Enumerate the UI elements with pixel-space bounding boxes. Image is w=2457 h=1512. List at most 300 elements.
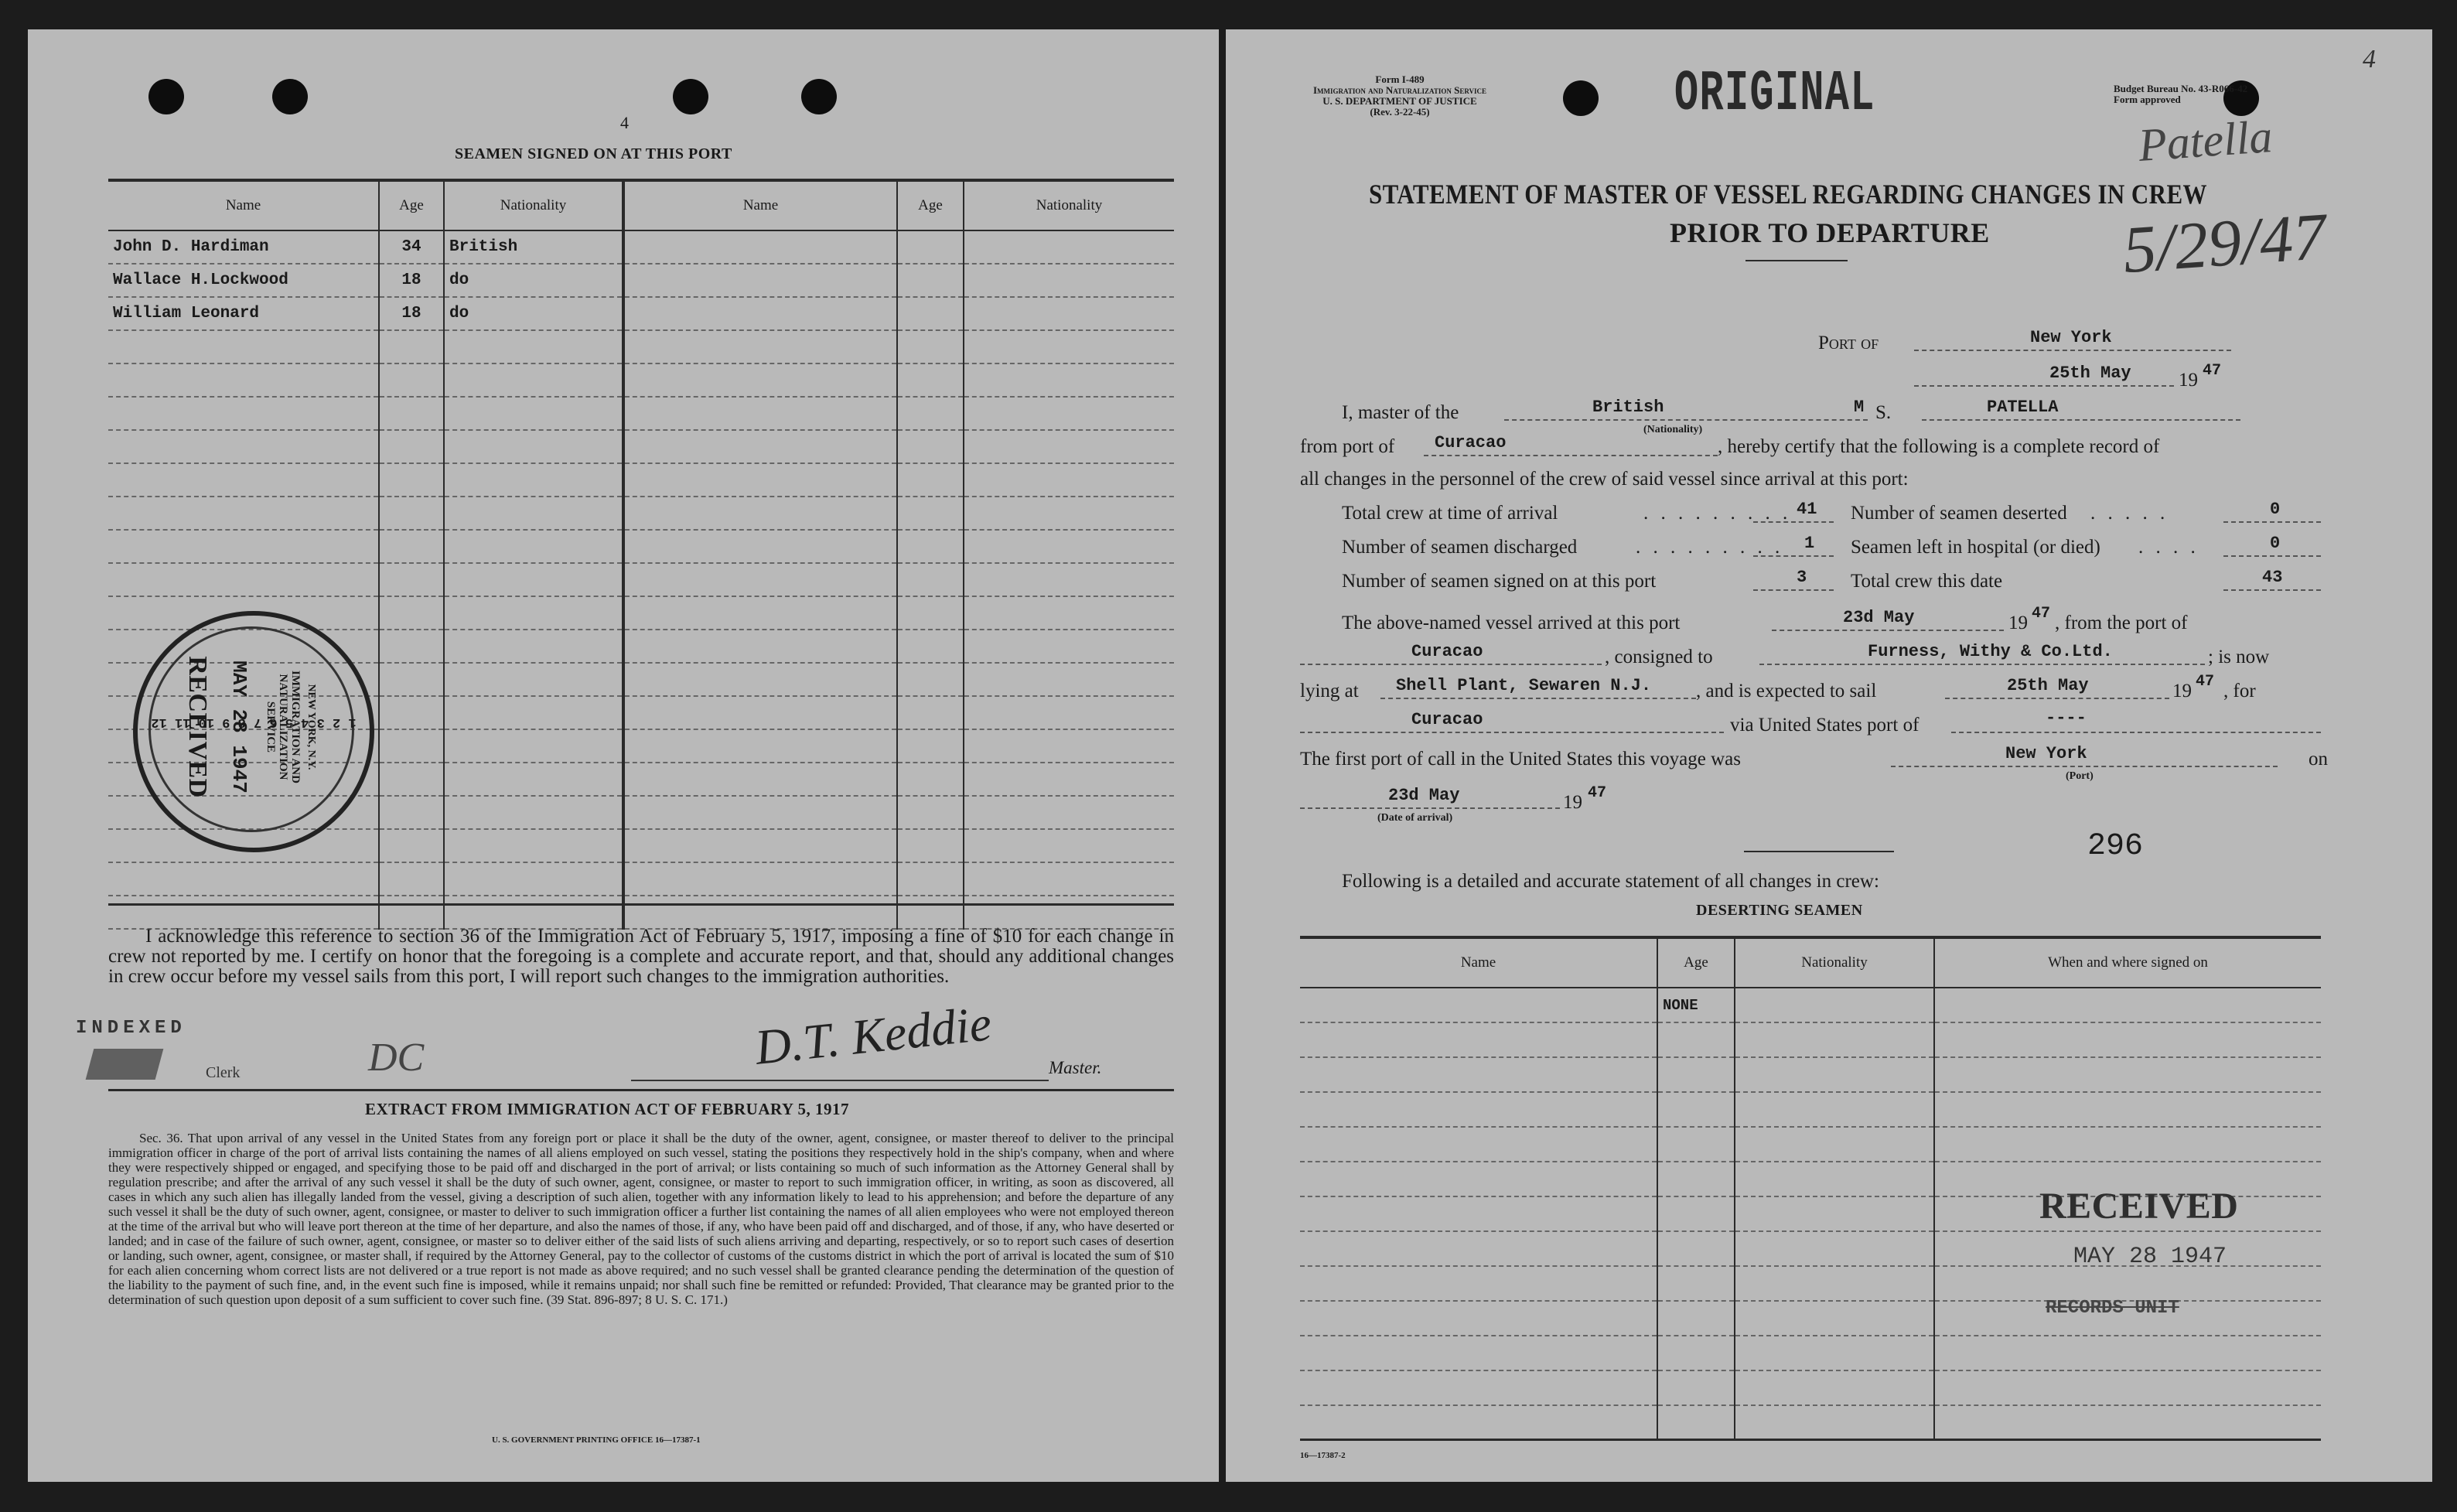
column-header: Name — [108, 182, 379, 230]
cell-nationality — [964, 796, 1174, 829]
stat-deserted-label: Number of seamen deserted — [1851, 503, 2067, 524]
cell — [1735, 1057, 1934, 1092]
first-port: New York — [2005, 744, 2087, 763]
cell — [1300, 1196, 1657, 1231]
consigned-to: Furness, Withy & Co.Ltd. — [1868, 642, 2113, 661]
cell-age — [897, 330, 964, 363]
cell-nationality — [444, 729, 623, 763]
extract-text: Sec. 36. That upon arrival of any vessel in the United States from any foreign port or place it shall be the duty of the owner, agent, consignee, or master thereof to deliver to the principal immigration officer in charge of the port of arrival lists containing the names of all aliens employed on such vessel, stating the positions they respectively hold in the ship's company, when and where they were respectively shipped or engaged, and specifying those to be paid off and discharged in the port of arrival; or lists containing so much of such information as the Attorney General shall by regulation prescribe; and after the arrival of any such vessel it shall be the duty of such owner, agent, consignee, or master to report to such immigration officer, in writing, as soon as discovered, all cases in which any such alien has illegally landed from the vessel, giving a description of such alien, together with any information likely to lead to his apprehension; and before the departure of any such vessel it shall be the duty of such owner, agent, consignee, or master to deliver to such immigration officer a further list containing the names of all alien employees who were not employed thereon at the time of the arrival but who will leave port thereon at the time of her departure, and also the names of those, if any, who have been paid off and discharged, and of those, if any, who have deserted or landed; and in case of the failure of such owner, agent, consignee, or master so to deliver either of the said lists of such aliens arriving and departing, respectively, or so to report such cases of desertion or landing, such owner, agent, consignee, or master shall, if required by the Attorney General, pay to the collector of customs of the customs district in which the port of arrival is located the sum of $10 for each alien concerning whom correct lists are not delivered or a true report is not made as above required; and no such vessel shall be granted clearance pending the determination of the question of the liability to the payment of such fine, and, in the event such fine is imposed, while it remains unpaid; nor shall such fine be remitted or refunded: Provided, That clearance may be granted prior to the determination of such question upon deposit of a sum sufficient to cover such fine. (39 Stat. 896-897; 8 U. S. C. 171.) — [108, 1131, 1174, 1307]
consigned-fill-line — [1759, 664, 2205, 665]
cell-nationality — [964, 397, 1174, 430]
via-label: via United States port of — [1730, 715, 1920, 736]
cell-age — [897, 297, 964, 330]
stat-fill-line — [1753, 521, 1834, 523]
first-port-date: 23d May — [1388, 786, 1460, 805]
received-stamp-date: MAY 28 1947 — [2073, 1244, 2227, 1270]
cell — [1934, 1092, 2321, 1127]
from-port-fill-line — [1424, 455, 1718, 456]
cell-age — [897, 430, 964, 463]
master-label: Master. — [1049, 1058, 1102, 1077]
cell-nationality — [964, 596, 1174, 630]
cell — [1657, 1092, 1735, 1127]
right-page: Form I-489 Immigration and Naturalization Service U. S. DEPARTMENT OF JUSTICE (Rev. 3-22-45) ORIGINAL Budget Bureau No. 43-R066-42 Form approved 4 Patella 5/29/47 STATEMENT OF MASTER OF VESSEL REGARDING CHANGES IN CREW PRIOR TO DEPARTURE Port of New York 25th May 19 47 I, master of the British (Nationality) M S. PATELLA from port of Curacao , hereby certify that the following is a complete record of all changes in the personnel of the crew of said vessel since arrival at this port: Total crew at time of arrival . . . . . . . . . 41 Number of seamen discharged . . . . . . . . . 1 Number of seamen signed on at this port 3 Number of seamen deserted . . . . . 0 Seamen left in hospital (or died) . . . . 0 Total crew this date 43 The above-named vessel arrived at this port 23d May 19 47 , from the port of Curacao , consigned to Furness, Withy & Co.Ltd. ; is now lying at Shell Plant, Sewaren N.J. , and is expected to sail 25th May 19 47 , for Curacao via United States port of ---- The first port of call in the United States this voyage was New York (Port) on 23d May (Date of arrival) 19 47 296 Following is a detailed and accurate statement of all changes in crew: DESERTING SEAMEN Name Age Nationality When and where signed on NONE RECEIVED MAY 28 1947 RECORDS UNIT 16—17387-2 — [1226, 29, 2432, 1482]
cell-age — [379, 596, 444, 630]
expected-sail: , and is expected to sail — [1696, 681, 1877, 701]
certify-text-2: all changes in the personnel of the crew of said vessel since arrival at this port: — [1300, 469, 1909, 490]
budget-bureau — [2114, 84, 2247, 105]
cell — [1934, 1405, 2321, 1440]
is-now: ; is now — [2208, 647, 2270, 667]
table-row — [1300, 1405, 2321, 1440]
cell — [1300, 1092, 1657, 1127]
cell-age — [379, 530, 444, 563]
cell-age — [897, 563, 964, 596]
cell-nationality — [964, 696, 1174, 729]
cell-name — [623, 862, 897, 896]
extract-title: EXTRACT FROM IMMIGRATION ACT OF FEBRUARY 5, 1917 — [365, 1100, 850, 1118]
cell — [1657, 1336, 1735, 1370]
clerk-mark — [86, 1049, 164, 1080]
table-row — [108, 862, 1174, 896]
cell — [1735, 1405, 1934, 1440]
cell-nationality — [444, 530, 623, 563]
statement-date: 25th May — [2049, 363, 2131, 383]
received-stamp-word: RECEIVED — [2039, 1186, 2239, 1227]
table-row — [108, 264, 1174, 297]
for-label: , for — [2223, 681, 2256, 701]
original-stamp: ORIGINAL — [1674, 62, 1875, 127]
punch-hole — [272, 79, 308, 114]
page-number: 4 — [620, 113, 629, 132]
cell-name — [623, 497, 897, 530]
cell-name — [108, 530, 379, 563]
stat-signed-on-label: Number of seamen signed on at this port — [1342, 571, 1657, 592]
cell-name — [623, 463, 897, 497]
cell-nationality — [444, 763, 623, 796]
cell-age — [379, 696, 444, 729]
cell-nationality — [444, 862, 623, 896]
cell-nationality — [444, 497, 623, 530]
year-prefix: 19 — [2008, 613, 2028, 633]
cell-nationality — [444, 363, 623, 397]
cell-nationality — [964, 563, 1174, 596]
cell — [1657, 1405, 1735, 1440]
cell-nationality — [444, 663, 623, 696]
year-prefix: 19 — [1563, 792, 1582, 813]
cell-nationality — [964, 297, 1174, 330]
cell-nationality: British — [444, 230, 623, 264]
cell — [1300, 1231, 1657, 1266]
cell-nationality — [964, 896, 1174, 929]
stat-hospital-label: Seamen left in hospital (or died) — [1851, 537, 2100, 558]
cell-name — [108, 862, 379, 896]
cell-age — [897, 363, 964, 397]
form-title-line1: STATEMENT OF MASTER OF VESSEL REGARDING CHANGES IN CREW — [1369, 179, 2207, 210]
cell-name — [623, 696, 897, 729]
cell-age — [897, 463, 964, 497]
from-port-label: from port of — [1300, 436, 1395, 457]
punch-hole — [801, 79, 837, 114]
signature-line — [631, 1080, 1049, 1081]
cell — [1300, 1405, 1657, 1440]
cell-name — [108, 330, 379, 363]
left-page — [28, 29, 1219, 1482]
on-label: on — [2309, 749, 2328, 770]
column-header: Age — [1657, 939, 1735, 988]
table-row — [108, 363, 1174, 397]
from-the-port-of: , from the port of — [2055, 613, 2188, 633]
cell — [1300, 1022, 1657, 1057]
stat-fill-line — [2223, 521, 2321, 523]
cell-nationality — [444, 330, 623, 363]
cell — [1735, 1127, 1934, 1162]
sail-date: 25th May — [2007, 676, 2089, 695]
received-circle-stamp — [133, 611, 374, 852]
cell — [1657, 1196, 1735, 1231]
cell-age — [379, 363, 444, 397]
cell-nationality — [964, 363, 1174, 397]
cell-nationality — [444, 596, 623, 630]
stat-deserted-value: 0 — [2270, 500, 2281, 519]
cell-name — [108, 896, 379, 929]
form-header — [1280, 74, 1520, 118]
cell-nationality — [444, 829, 623, 862]
cell-age — [897, 663, 964, 696]
cell-nationality: do — [444, 264, 623, 297]
cell-nationality — [444, 630, 623, 663]
vessel-name: PATELLA — [1987, 398, 2059, 417]
cell-age — [379, 763, 444, 796]
cell-name — [623, 563, 897, 596]
table-row — [1300, 988, 2321, 1022]
arrival-from-fill-line — [1300, 664, 1602, 665]
table-row — [108, 230, 1174, 264]
stat-fill-line — [1753, 589, 1834, 591]
port-value: New York — [2030, 328, 2112, 347]
first-port-year: 47 — [1588, 784, 1607, 802]
cell-age — [379, 430, 444, 463]
cell-nationality — [964, 430, 1174, 463]
form-number: Form I-489 — [1375, 73, 1425, 85]
cell-nationality — [964, 862, 1174, 896]
cell-nationality — [964, 330, 1174, 363]
cell-age — [379, 497, 444, 530]
cell — [1735, 1301, 1934, 1336]
cell — [1300, 1336, 1657, 1370]
cell-nationality — [964, 230, 1174, 264]
cell — [1735, 1092, 1934, 1127]
printer-line: 16—17387-2 — [1300, 1451, 1346, 1460]
cell-age — [379, 663, 444, 696]
form-revision: (Rev. 3-22-45) — [1370, 106, 1430, 118]
cell-name — [623, 363, 897, 397]
cell — [1934, 1057, 2321, 1092]
cell-nationality — [964, 829, 1174, 862]
table-row — [108, 397, 1174, 430]
cell-age — [379, 330, 444, 363]
cell-name — [623, 430, 897, 463]
destination: Curacao — [1411, 710, 1483, 729]
year-prefix: 19 — [2172, 681, 2192, 701]
port-fill-line — [1914, 350, 2231, 351]
via-port-fill-line — [1951, 732, 2321, 733]
cell-name — [623, 397, 897, 430]
table-row — [1300, 1127, 2321, 1162]
stat-discharged-label: Number of seamen discharged — [1342, 537, 1578, 558]
consigned-to-label: , consigned to — [1605, 647, 1713, 667]
cell — [1735, 988, 1934, 1022]
cell — [1300, 988, 1657, 1022]
printer-line: U. S. GOVERNMENT PRINTING OFFICE 16—17387-1 — [492, 1435, 701, 1445]
form-agency: Immigration and Naturalization Service — [1312, 84, 1487, 96]
cell — [1657, 1127, 1735, 1162]
certify-text: , hereby certify that the following is a complete record of — [1718, 436, 2160, 457]
deserting-none-entry: NONE — [1657, 988, 1735, 1022]
table-row — [1300, 1370, 2321, 1405]
cell-age — [897, 896, 964, 929]
cell — [1657, 1231, 1735, 1266]
form-approved: Form approved — [2114, 94, 2181, 105]
vessel-prefix-suffix: S. — [1875, 402, 1892, 423]
stat-fill-line — [2223, 589, 2321, 591]
cell-name — [108, 497, 379, 530]
cell-age — [897, 530, 964, 563]
cell-name — [108, 563, 379, 596]
port-caption: (Port) — [2066, 770, 2094, 782]
stat-total-crew-arrival-value: 41 — [1797, 500, 1817, 519]
cell-name — [623, 530, 897, 563]
cell-age — [897, 630, 964, 663]
cell — [1657, 1057, 1735, 1092]
stamped-number: 296 — [2087, 829, 2144, 864]
stamp-agency: IMMIGRATION AND NATURALIZATION SERVICE — [264, 671, 302, 783]
stamp-date: MAY 28 1947 — [227, 660, 251, 794]
cell-age — [897, 862, 964, 896]
handwritten-tick: 4 — [2363, 45, 2376, 73]
table-row — [1300, 1336, 2321, 1370]
cell-age — [897, 397, 964, 430]
cell — [1735, 1196, 1934, 1231]
handwritten-date: 5/29/47 — [2120, 198, 2329, 288]
cell — [1934, 1370, 2321, 1405]
cell-nationality — [964, 264, 1174, 297]
cell-nationality: do — [444, 297, 623, 330]
cell — [1657, 1301, 1735, 1336]
lying-at-fill-line — [1380, 698, 1696, 699]
stamp-city: NEW YORK, N.Y. — [305, 684, 317, 770]
cell — [1735, 1162, 1934, 1196]
punch-hole — [148, 79, 184, 114]
statement-year: 47 — [2203, 362, 2222, 380]
cell-age — [379, 896, 444, 929]
cell-name: William Leonard — [108, 297, 379, 330]
lying-at-label: lying at — [1300, 681, 1359, 701]
sail-date-fill-line — [1945, 698, 2169, 699]
cell-name — [623, 230, 897, 264]
cell-name — [623, 596, 897, 630]
date-caption: (Date of arrival) — [1377, 812, 1453, 824]
cell-name — [623, 829, 897, 862]
cell — [1934, 988, 2321, 1022]
cell — [1735, 1266, 1934, 1301]
cell — [1657, 1370, 1735, 1405]
clerk-label: Clerk — [206, 1064, 241, 1081]
cell-age — [379, 796, 444, 829]
arrival-text: The above-named vessel arrived at this port — [1342, 613, 1681, 633]
arrival-year: 47 — [2032, 605, 2051, 623]
acknowledgment-text: I acknowledge this reference to section 36 of the Immigration Act of February 5, 1917, imposing a fine of $10 for each change in crew not reported by me. I certify on honor that the foregoing is a complete and accurate report, and that, should any additional changes in crew occur before my vessel sails from this port, I will report such changes to the immigration authorities. — [108, 926, 1174, 987]
arrival-from: Curacao — [1411, 642, 1483, 661]
cell-nationality — [964, 530, 1174, 563]
column-header: Nationality — [1735, 939, 1934, 988]
title-rule — [1745, 260, 1848, 261]
cell-age — [897, 230, 964, 264]
cell-age — [379, 630, 444, 663]
first-port-text: The first port of call in the United States this voyage was — [1300, 749, 1742, 770]
cell-name — [108, 363, 379, 397]
cell-age — [379, 729, 444, 763]
cell-nationality — [444, 430, 623, 463]
cell-age: 34 — [379, 230, 444, 264]
cell-age — [379, 862, 444, 896]
year-prefix: 19 — [2179, 370, 2198, 391]
via-port: ---- — [2046, 708, 2087, 728]
column-header: Age — [379, 182, 444, 230]
master-signature: D.T. Keddie — [752, 995, 995, 1075]
table-row — [108, 463, 1174, 497]
cell-name — [623, 663, 897, 696]
cell-age — [897, 497, 964, 530]
first-port-fill-line — [1891, 766, 2278, 767]
stat-fill-line — [2223, 555, 2321, 557]
indexed-stamp: INDEXED — [76, 1018, 186, 1039]
cell-nationality — [444, 563, 623, 596]
table-row — [1300, 1057, 2321, 1092]
following-text: Following is a detailed and accurate statement of all changes in crew: — [1342, 871, 1879, 892]
cell-name — [623, 630, 897, 663]
table-row — [1300, 1022, 2321, 1057]
nationality-fill-line — [1504, 419, 1868, 421]
cell-age — [379, 563, 444, 596]
cell — [1657, 1162, 1735, 1196]
cell — [1300, 1370, 1657, 1405]
master-of-label: I, master of the — [1342, 402, 1459, 423]
cell-age — [897, 596, 964, 630]
cell-nationality — [444, 696, 623, 729]
section-title: SEAMEN SIGNED ON AT THIS PORT — [455, 145, 732, 162]
cell-age — [379, 463, 444, 497]
cell — [1657, 1266, 1735, 1301]
cell — [1735, 1231, 1934, 1266]
cell-nationality — [964, 630, 1174, 663]
column-header: Age — [897, 182, 964, 230]
form-title-line2: PRIOR TO DEPARTURE — [1670, 217, 1990, 248]
table-row — [108, 330, 1174, 363]
cell-name — [623, 330, 897, 363]
cell-name — [623, 896, 897, 929]
cell-nationality — [964, 729, 1174, 763]
cell — [1735, 1370, 1934, 1405]
from-port: Curacao — [1435, 433, 1507, 452]
cell-name: John D. Hardiman — [108, 230, 379, 264]
cell — [1300, 1057, 1657, 1092]
table-row — [108, 563, 1174, 596]
column-header: When and where signed on — [1934, 939, 2321, 988]
cell-nationality — [964, 463, 1174, 497]
table-bottom-rule — [108, 903, 1174, 906]
cell-nationality — [964, 663, 1174, 696]
budget-number: Budget Bureau No. 43-R066-42 — [2114, 83, 2248, 94]
stamp-ring-numbers: 1 2 3 4 5 6 7 8 9 10 11 12 — [151, 715, 357, 729]
cell-age: 18 — [379, 297, 444, 330]
stat-hospital-value: 0 — [2270, 534, 2281, 553]
cell-name: Wallace H.Lockwood — [108, 264, 379, 297]
extract-rule — [108, 1089, 1174, 1091]
punch-hole — [1563, 80, 1599, 116]
arrival-date: 23d May — [1843, 608, 1915, 627]
stamp-word: RECEIVED — [183, 656, 212, 798]
cell-nationality — [444, 896, 623, 929]
lying-at: Shell Plant, Sewaren N.J. — [1396, 676, 1652, 695]
stat-signed-on-value: 3 — [1797, 568, 1807, 587]
cell-nationality — [444, 397, 623, 430]
column-header: Nationality — [964, 182, 1174, 230]
cell — [1934, 1127, 2321, 1162]
cell-name — [108, 463, 379, 497]
cell — [1300, 1127, 1657, 1162]
cell — [1934, 1336, 2321, 1370]
cell-age — [379, 829, 444, 862]
cell-age — [897, 829, 964, 862]
stat-discharged-value: 1 — [1804, 534, 1815, 553]
cell — [1934, 1266, 2321, 1301]
table-row — [108, 497, 1174, 530]
handwritten-ship: Patella — [2136, 111, 2274, 171]
received-stamp-unit: RECORDS UNIT — [2046, 1298, 2179, 1319]
column-header: Nationality — [444, 182, 623, 230]
cell — [1300, 1301, 1657, 1336]
cell-name — [623, 264, 897, 297]
cell-name — [623, 763, 897, 796]
table-row — [108, 530, 1174, 563]
first-port-date-fill-line — [1300, 807, 1560, 809]
cell-age — [897, 763, 964, 796]
cell-nationality — [964, 763, 1174, 796]
cell-age — [897, 729, 964, 763]
cell-age — [897, 696, 964, 729]
cell-age — [897, 264, 964, 297]
handwritten-initials: DC — [368, 1036, 425, 1080]
vessel-prefix: M — [1854, 398, 1865, 417]
stat-total-crew-date-label: Total crew this date — [1851, 571, 2003, 592]
sail-year: 47 — [2196, 673, 2215, 691]
cell-age — [897, 796, 964, 829]
cell-name — [108, 430, 379, 463]
table-row — [108, 430, 1174, 463]
cell-name — [108, 397, 379, 430]
punch-hole — [673, 79, 708, 114]
table-row — [108, 297, 1174, 330]
cell — [1657, 1022, 1735, 1057]
stat-fill-line — [1753, 555, 1834, 557]
cell — [1300, 1162, 1657, 1196]
destination-fill-line — [1300, 732, 1724, 733]
vessel-fill-line — [1922, 419, 2240, 421]
vessel-nationality: British — [1592, 398, 1664, 417]
cell-name — [623, 729, 897, 763]
stat-total-crew-arrival-label: Total crew at time of arrival — [1342, 503, 1558, 524]
table-row — [1300, 1092, 2321, 1127]
